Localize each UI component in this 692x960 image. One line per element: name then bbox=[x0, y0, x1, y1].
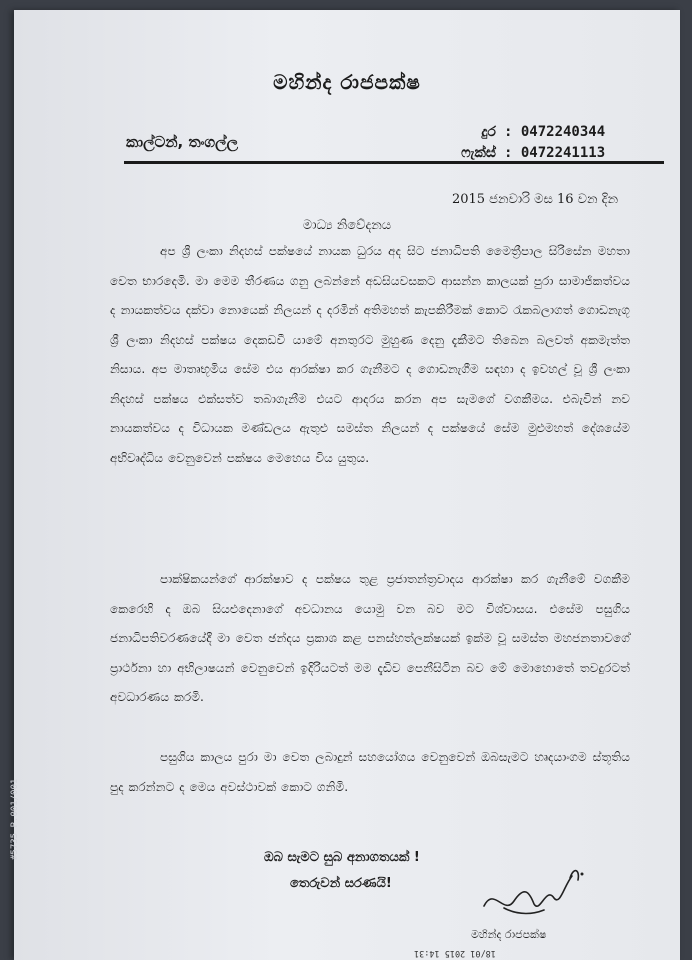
handwritten-signature bbox=[474, 856, 594, 926]
paragraph-1: අප ශ්‍රී ලංකා නිදහස් පක්ෂයේ නායක ධුරය අද සිට ජනාධිපති මෛත්‍රීපාල සිරිසේන මහතා වෙත භාරදෙමි. මා මෙම තීරණය ගනු ලබන්නේ අඩසියවසකට ආසන්න කාලයක් පුරා සාමාජිකත්වය ද නායකත්වය දක්වා නොයෙක් නිලයන් ද දරමින් අතිමහත් කැපකිරීමක් කොට රැකබලාගත් ගොඩනැගූ ශ්‍රී ලංකා නිදහස් පක්ෂය දෙකඩවී යාමේ අනතුරට මුහුණ දෙනු දැකීමට තිබෙන බලවත් අකමැත්ත නිසාය. අප මාතෘභූමිය සේම එය ආරක්ෂා කර ගැනීමට ද ගොඩනැගීම සඳහා ද ඉවහල් වූ ශ්‍රී ලංකා නිදහස් පක්ෂය එක්සත්ව තබාගැනීම එයට ආදරය කරන අප සැමගේ වගකීමය. එබැවින් නව නායකත්වය ද විධායක මණ්ඩලය ඇතුළු සමස්ත නිලයන් ද පක්ෂයේ සේම මුළුමහත් දේශයේම අභිවෘද්ධිය වෙනුවෙන් පක්ෂය මෙහෙය විය යුතුය. bbox=[110, 244, 630, 465]
fax-label: ෆැක්ස් bbox=[461, 145, 496, 161]
letterhead-divider bbox=[124, 161, 664, 164]
fax-line bbox=[434, 145, 605, 161]
paragraph-2: පාක්ෂිකයන්ගේ ආරක්ෂාව ද පක්ෂය තුළ ප්‍රජාතන්ත්‍රවාදය ආරක්ෂා කර ගැනීමේ වගකීම කෙරෙහි ද ඔබ සියළුදෙනාගේ අවධානය යොමු වන බව මට විශ්වාසය. එසේම පසුගිය ජනාධිපතිවරණයේදී මා වෙත ඡන්දය ප්‍රකාශ කළ පනස්හත්ලක්ෂයක් ඉක්ම වූ සමස්ත මහජනතාවගේ ප්‍රාර්ථනා හා අභිලාෂයන් වෙනුවෙන් ඉදිරියටත් මම දැඩිව පෙනීසිටින බව මේ මොහොතේ තවදුරටත් අවධාරණය කරමි. bbox=[110, 572, 630, 704]
document-title: මාධ්‍ය නිවේදනය bbox=[302, 218, 392, 233]
letterhead-address: කාල්ටන්, තංගල්ල bbox=[126, 133, 239, 151]
document-page bbox=[10, 10, 680, 960]
phone-line bbox=[434, 124, 605, 140]
letterhead-name: මහින්ද රාජපක්ෂ bbox=[273, 70, 421, 94]
fax-timestamp: 18/01 2015 14:31 bbox=[414, 948, 496, 958]
phone-number: : 0472240344 bbox=[504, 124, 606, 140]
closing-line-2: තෙරුවන් සරණයි! bbox=[290, 876, 392, 891]
signature-name: මහින්ද රාජපක්ෂ bbox=[471, 928, 547, 941]
paragraph-3: පසුගිය කාලය පුරා මා වෙත ලබාදුන් සහයෝගය වෙනුවෙන් ඔබසැමට හෘදයාංගම ස්තූතිය පුද කරන්නට ද මෙය අවස්ථාවක් කොට ගනිමි. bbox=[110, 750, 630, 794]
phone-label: දුර bbox=[481, 124, 496, 140]
fax-number: : 0472241113 bbox=[504, 145, 606, 161]
closing-line-1: ඔබ සැමට සුබ අනාගතයක් ! bbox=[264, 850, 420, 865]
letter-date: 2015 ජනවාරි මස 16 වන දින bbox=[451, 192, 618, 207]
fax-header-margin: #5735 P.001/001 bbox=[10, 778, 20, 860]
